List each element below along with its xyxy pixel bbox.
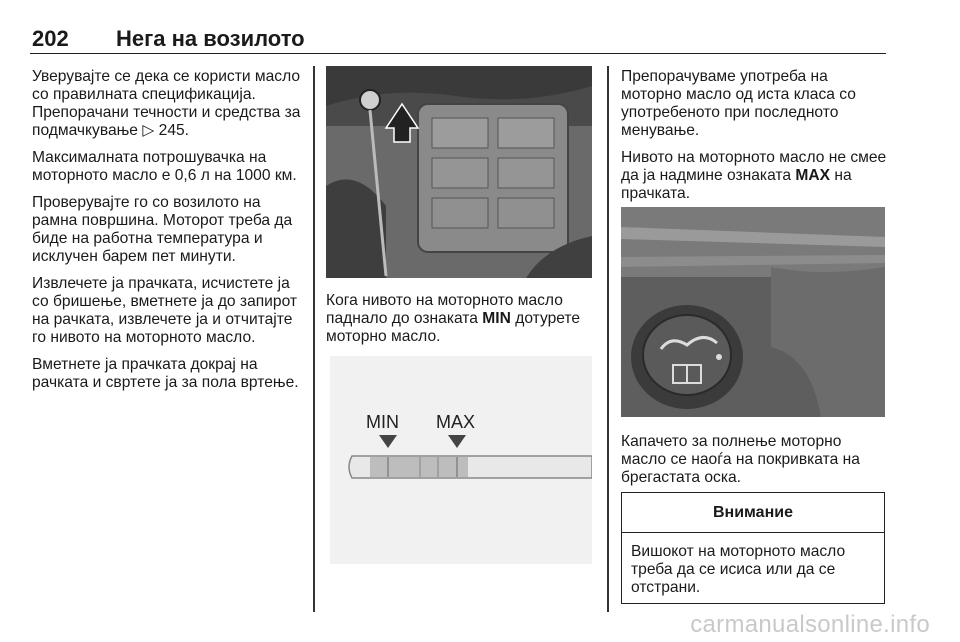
right-column bbox=[621, 68, 887, 212]
paragraph-dipstick-procedure: Извлечете ја прачката, исчистете ја со бришење, вметнете ја до запирот на рачката, извлечете ја и отчитајте го нивото на моторното масло. bbox=[32, 275, 298, 346]
right-column-caption bbox=[621, 433, 887, 496]
reference-arrow-icon: ▷ bbox=[142, 122, 155, 139]
page-title: Нега на возилото bbox=[116, 26, 305, 51]
column-divider-right bbox=[607, 66, 609, 612]
middle-column bbox=[326, 292, 592, 355]
paragraph-oil-consumption: Максималната потрошувачка на моторното масло е 0,6 л на 1000 км. bbox=[32, 149, 297, 184]
max-mark-label: MAX bbox=[795, 167, 831, 184]
oil-filler-cap-photo bbox=[621, 207, 885, 417]
column-divider-left bbox=[313, 66, 315, 612]
paragraph-max-level: Нивото на моторното масло не смее да ја надмине ознаката MAX на прачката. bbox=[621, 149, 887, 202]
engine-dipstick-photo bbox=[326, 66, 592, 278]
paragraph-oil-spec: Уверувајте се дека се користи масло со правилната спецификација. Препорачани течности и средства за подмачкување ▷ 245. bbox=[32, 68, 301, 139]
page-header bbox=[30, 24, 886, 54]
watermark: carmanualsonline.info bbox=[690, 611, 930, 638]
dipstick-max-label: MAX bbox=[436, 412, 476, 432]
min-mark-label: MIN bbox=[482, 310, 511, 327]
warning-text: Вишокот на моторното масло треба да се исиса или да се отстрани. bbox=[631, 543, 846, 596]
page-reference: 245. bbox=[158, 122, 190, 139]
caption-filler-cap: Капачето за полнење моторно масло се наоѓа на покривката на брегастата оска. bbox=[621, 433, 860, 486]
paragraph-oil-recommendation: Препорачуваме употреба на моторно масло од иста класа со употребеното при последното менување. bbox=[621, 68, 856, 139]
left-column bbox=[32, 68, 304, 401]
caption-min-level: Кога нивото на моторното масло паднало до ознаката MIN дотурете моторно масло. bbox=[326, 292, 581, 345]
dipstick-illustration bbox=[330, 356, 592, 564]
paragraph-reinsert-dipstick: Вметнете ја прачката докрај на рачката и свртете ја за пола вртење. bbox=[32, 356, 299, 391]
warning-title: Внимание bbox=[622, 493, 884, 533]
dipstick-min-label: MIN bbox=[366, 412, 399, 432]
warning-box bbox=[621, 492, 885, 604]
paragraph-check-conditions: Проверувајте го со возилото на рамна површина. Моторот треба да биде на работна температура и исклучен барем пет минути. bbox=[32, 194, 293, 265]
page-number: 202 bbox=[32, 26, 69, 51]
